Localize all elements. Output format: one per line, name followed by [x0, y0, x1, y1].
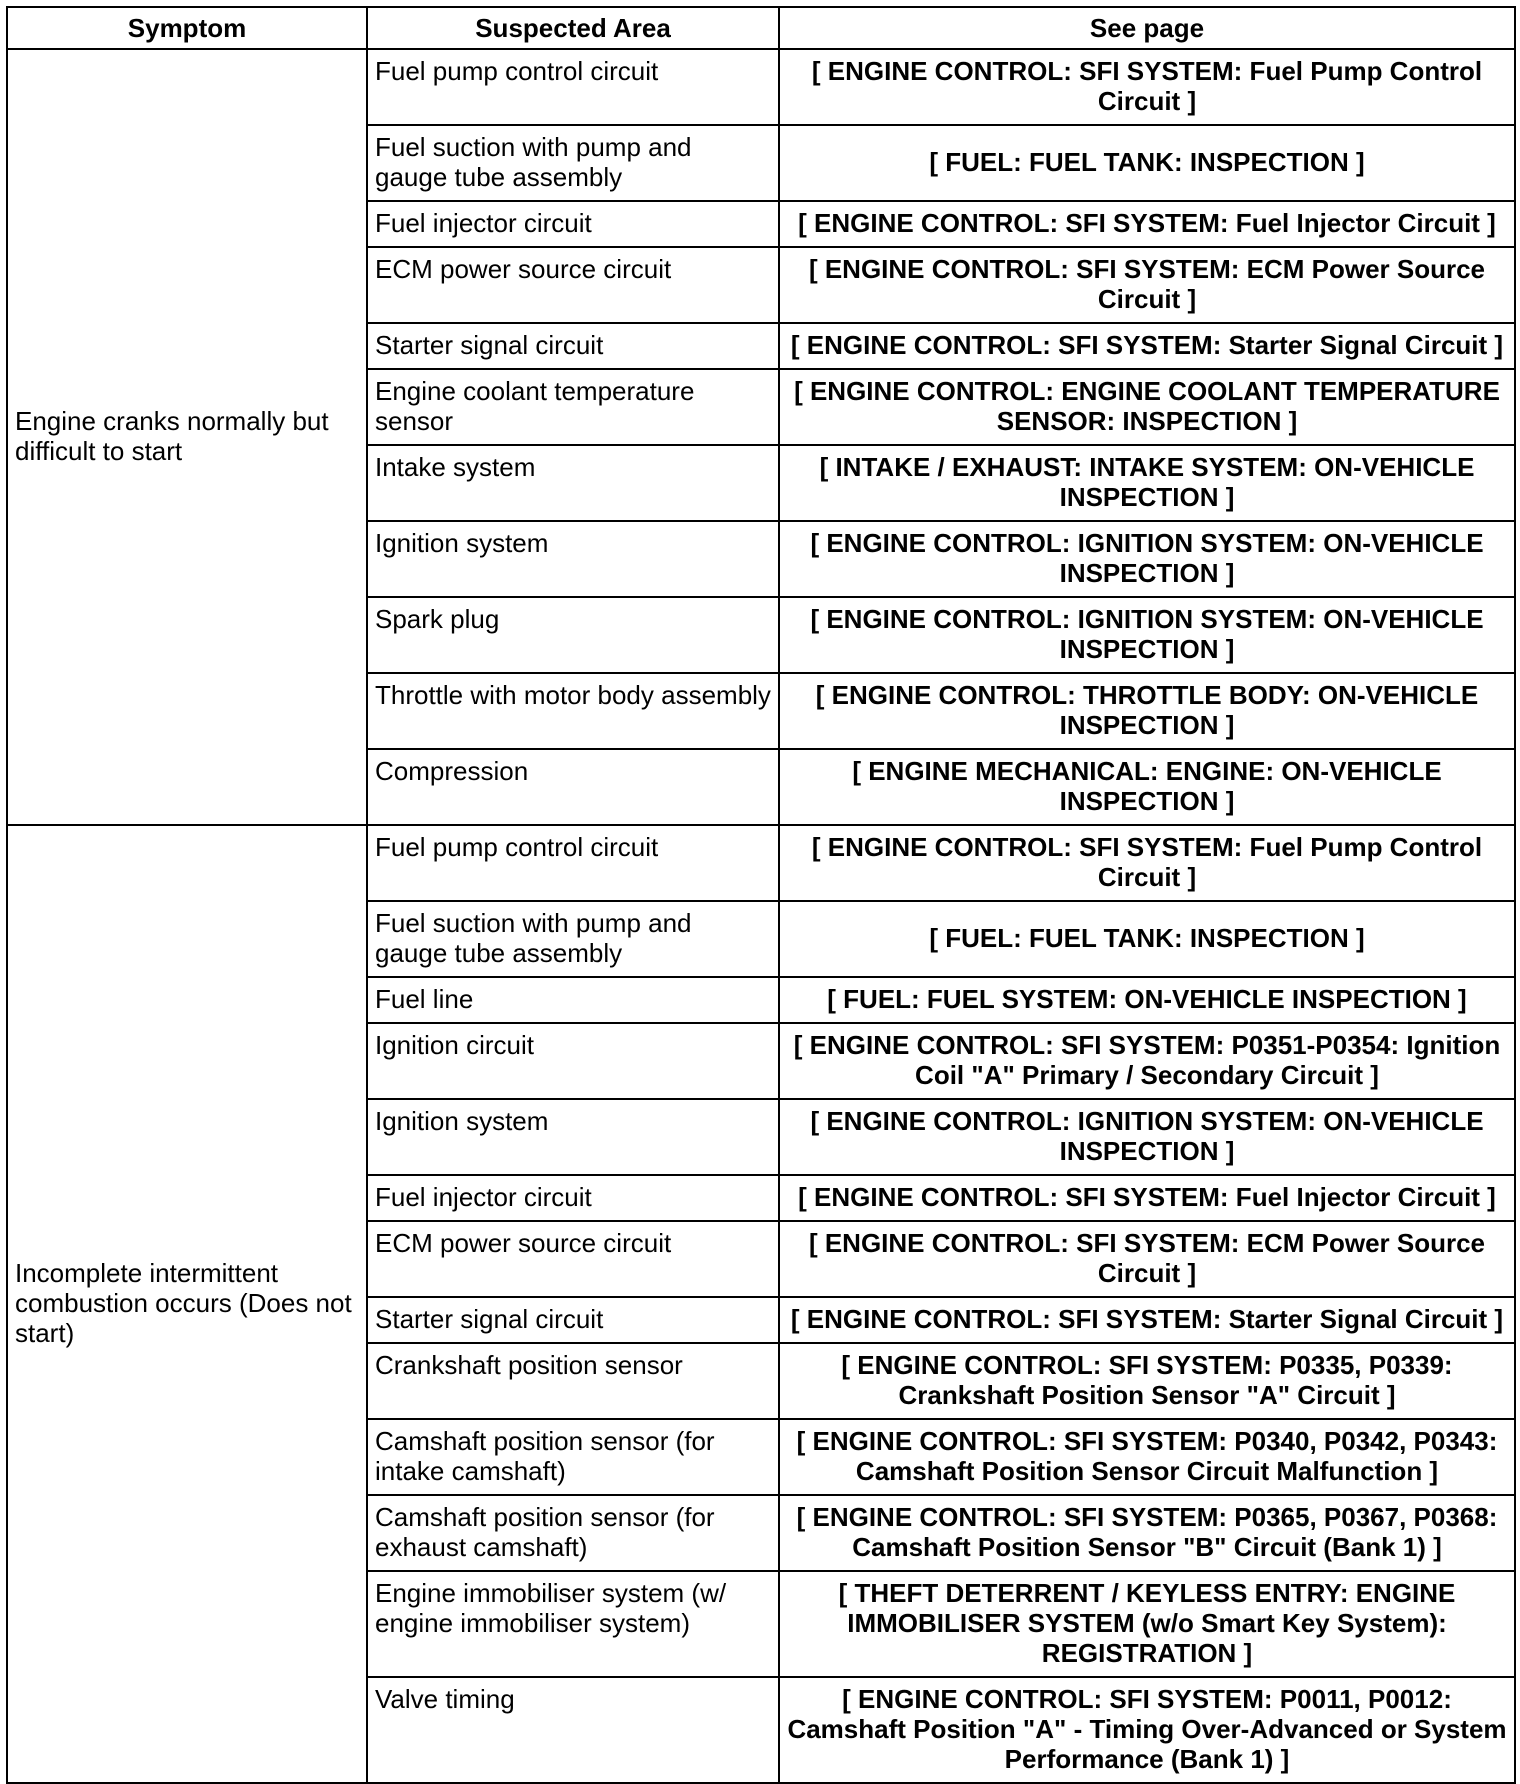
header-see-page: See page	[779, 7, 1515, 49]
see-page-reference: [ ENGINE CONTROL: ENGINE COOLANT TEMPERATURE SENSOR: INSPECTION ]	[779, 369, 1515, 445]
table-row	[7, 825, 1515, 901]
suspected-area-cell: Starter signal circuit	[367, 323, 779, 369]
see-page-reference: [ ENGINE CONTROL: SFI SYSTEM: Starter Signal Circuit ]	[779, 323, 1515, 369]
suspected-area-cell: ECM power source circuit	[367, 1221, 779, 1297]
see-page-reference: [ ENGINE CONTROL: SFI SYSTEM: Fuel Injector Circuit ]	[779, 1175, 1515, 1221]
see-page-reference: [ FUEL: FUEL SYSTEM: ON-VEHICLE INSPECTION ]	[779, 977, 1515, 1023]
header-symptom: Symptom	[7, 7, 367, 49]
see-page-reference: [ ENGINE CONTROL: SFI SYSTEM: Fuel Pump Control Circuit ]	[779, 825, 1515, 901]
see-page-reference: [ ENGINE CONTROL: SFI SYSTEM: P0011, P0012: Camshaft Position "A" - Timing Over-Advanced or System Performance (Bank 1) ]	[779, 1677, 1515, 1783]
see-page-reference: [ ENGINE CONTROL: SFI SYSTEM: Starter Signal Circuit ]	[779, 1297, 1515, 1343]
see-page-reference: [ ENGINE CONTROL: SFI SYSTEM: P0351-P0354: Ignition Coil "A" Primary / Secondary Circuit ]	[779, 1023, 1515, 1099]
see-page-reference: [ FUEL: FUEL TANK: INSPECTION ]	[779, 901, 1515, 977]
see-page-reference: [ ENGINE CONTROL: SFI SYSTEM: ECM Power Source Circuit ]	[779, 247, 1515, 323]
see-page-reference: [ ENGINE CONTROL: SFI SYSTEM: Fuel Pump Control Circuit ]	[779, 49, 1515, 125]
suspected-area-cell: Spark plug	[367, 597, 779, 673]
suspected-area-cell: Fuel line	[367, 977, 779, 1023]
see-page-reference: [ INTAKE / EXHAUST: INTAKE SYSTEM: ON-VEHICLE INSPECTION ]	[779, 445, 1515, 521]
see-page-reference: [ ENGINE CONTROL: THROTTLE BODY: ON-VEHICLE INSPECTION ]	[779, 673, 1515, 749]
see-page-reference: [ ENGINE CONTROL: SFI SYSTEM: Fuel Injector Circuit ]	[779, 201, 1515, 247]
suspected-area-cell: Valve timing	[367, 1677, 779, 1783]
suspected-area-cell: ECM power source circuit	[367, 247, 779, 323]
suspected-area-cell: Ignition circuit	[367, 1023, 779, 1099]
symptom-cell: Engine cranks normally but difficult to start	[7, 49, 367, 825]
see-page-reference: [ ENGINE MECHANICAL: ENGINE: ON-VEHICLE INSPECTION ]	[779, 749, 1515, 825]
suspected-area-cell: Starter signal circuit	[367, 1297, 779, 1343]
see-page-reference: [ ENGINE CONTROL: SFI SYSTEM: ECM Power Source Circuit ]	[779, 1221, 1515, 1297]
table-header-row	[7, 7, 1515, 49]
suspected-area-cell: Ignition system	[367, 1099, 779, 1175]
suspected-area-cell: Fuel suction with pump and gauge tube assembly	[367, 901, 779, 977]
symptom-table	[6, 6, 1516, 1784]
see-page-reference: [ ENGINE CONTROL: IGNITION SYSTEM: ON-VEHICLE INSPECTION ]	[779, 521, 1515, 597]
suspected-area-cell: Fuel injector circuit	[367, 201, 779, 247]
see-page-reference: [ ENGINE CONTROL: IGNITION SYSTEM: ON-VEHICLE INSPECTION ]	[779, 597, 1515, 673]
suspected-area-cell: Camshaft position sensor (for intake camshaft)	[367, 1419, 779, 1495]
see-page-reference: [ FUEL: FUEL TANK: INSPECTION ]	[779, 125, 1515, 201]
symptom-cell: Incomplete intermittent combustion occurs (Does not start)	[7, 825, 367, 1783]
suspected-area-cell: Fuel pump control circuit	[367, 825, 779, 901]
table-row	[7, 49, 1515, 125]
suspected-area-cell: Fuel pump control circuit	[367, 49, 779, 125]
suspected-area-cell: Ignition system	[367, 521, 779, 597]
suspected-area-cell: Engine coolant temperature sensor	[367, 369, 779, 445]
suspected-area-cell: Engine immobiliser system (w/ engine immobiliser system)	[367, 1571, 779, 1677]
suspected-area-cell: Throttle with motor body assembly	[367, 673, 779, 749]
see-page-reference: [ ENGINE CONTROL: SFI SYSTEM: P0335, P0339: Crankshaft Position Sensor "A" Circuit ]	[779, 1343, 1515, 1419]
table-body	[7, 49, 1515, 1783]
suspected-area-cell: Camshaft position sensor (for exhaust camshaft)	[367, 1495, 779, 1571]
suspected-area-cell: Intake system	[367, 445, 779, 521]
suspected-area-cell: Crankshaft position sensor	[367, 1343, 779, 1419]
see-page-reference: [ THEFT DETERRENT / KEYLESS ENTRY: ENGINE IMMOBILISER SYSTEM (w/o Smart Key System): REGISTRATION ]	[779, 1571, 1515, 1677]
suspected-area-cell: Fuel suction with pump and gauge tube assembly	[367, 125, 779, 201]
see-page-reference: [ ENGINE CONTROL: SFI SYSTEM: P0340, P0342, P0343: Camshaft Position Sensor Circuit Malfunction ]	[779, 1419, 1515, 1495]
see-page-reference: [ ENGINE CONTROL: SFI SYSTEM: P0365, P0367, P0368: Camshaft Position Sensor "B" Circuit (Bank 1) ]	[779, 1495, 1515, 1571]
suspected-area-cell: Compression	[367, 749, 779, 825]
see-page-reference: [ ENGINE CONTROL: IGNITION SYSTEM: ON-VEHICLE INSPECTION ]	[779, 1099, 1515, 1175]
suspected-area-cell: Fuel injector circuit	[367, 1175, 779, 1221]
header-suspected-area: Suspected Area	[367, 7, 779, 49]
